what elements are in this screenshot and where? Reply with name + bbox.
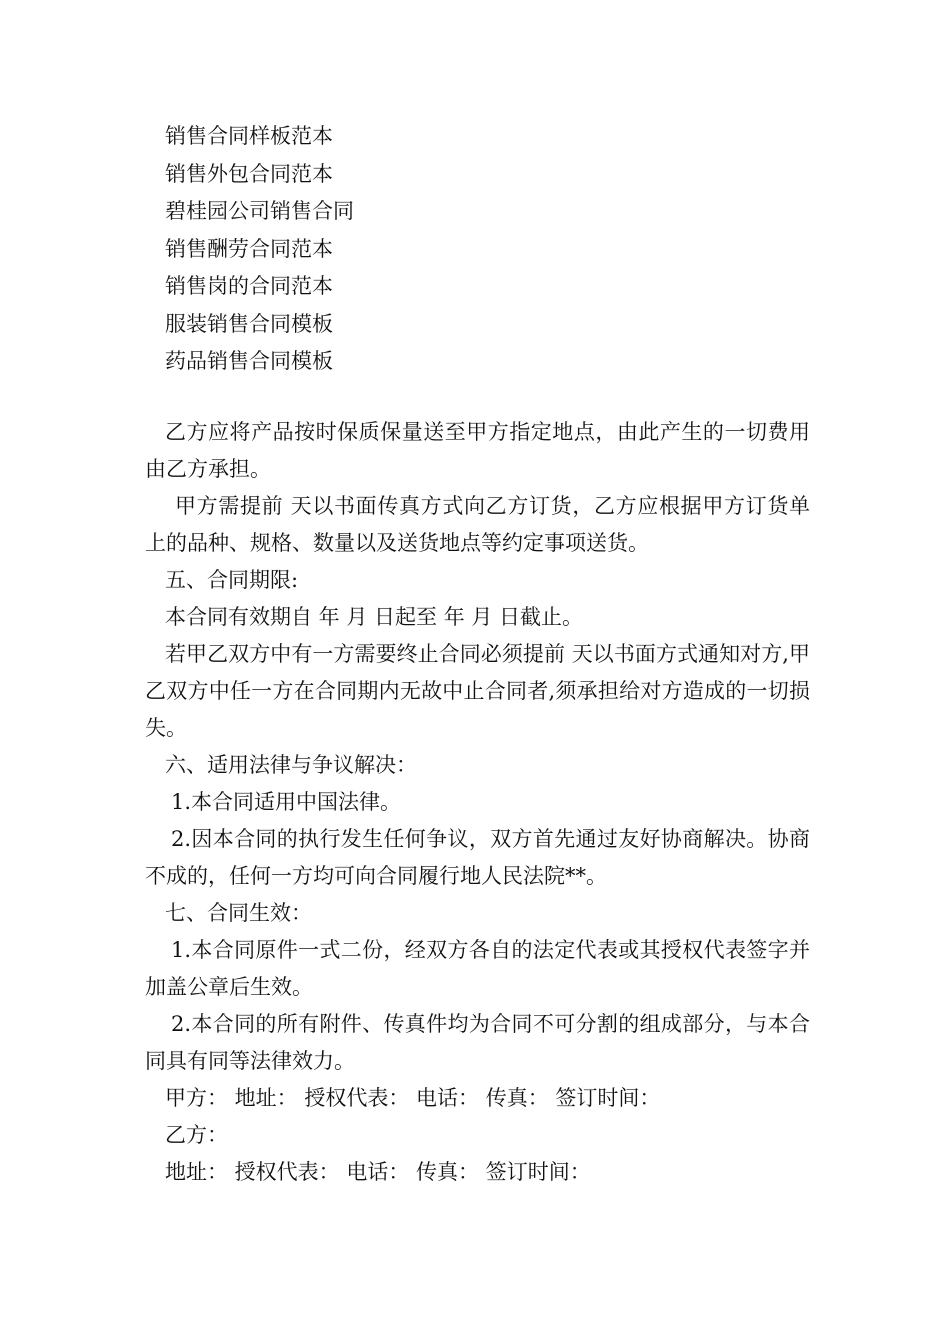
party-b-info-line: 地址： 授权代表： 电话： 传真： 签订时间： [165,1160,591,1184]
section-heading-term: 五、合同期限: [165,568,299,592]
paragraph-termination: 若甲乙双方中有一方需要终止合同必须提前 天以书面方式通知对方,甲乙双方中任一方在合同期内无故中止合同者,须承担给对方造成的一切损失。 [145,642,810,740]
paragraph-validity: 本合同有效期自 年 月 日起至 年 月 日截止。 [165,605,584,629]
related-link[interactable]: 销售酬劳合同范本 [165,236,333,261]
law-item-1: 1.本合同适用中国法律。 [171,790,402,814]
related-link[interactable]: 销售合同样板范本 [165,124,333,148]
paragraph-delivery: 乙方应将产品按时保质保量送至甲方指定地点，由此产生的一切费用由乙方承担。 [145,420,810,481]
related-link[interactable]: 药品销售合同模板 [165,349,333,373]
party-b-line: 乙方： [165,1123,228,1147]
effect-item-1: 1.本合同原件一式二份，经双方各自的法定代表或其授权代表签字并加盖公章后生效。 [145,938,810,999]
section-heading-law: 六、适用法律与争议解决： [165,753,417,777]
related-link[interactable]: 销售岗的合同范本 [165,274,333,298]
related-links-list [165,118,354,381]
related-link[interactable]: 销售外包合同范本 [165,161,333,186]
related-link[interactable]: 碧桂园公司销售合同 [165,199,354,223]
section-heading-effect: 七、合同生效： [165,901,312,925]
paragraph-ordering: 甲方需提前 天以书面传真方式向乙方订货，乙方应根据甲方订货单上的品种、规格、数量以及送货地点等约定事项送货。 [145,494,810,555]
law-item-2: 2.因本合同的执行发生任何争议，双方首先通过友好协商解决。协商不成的，任何一方均可向合同履行地人民法院**。 [145,827,810,888]
related-link[interactable]: 服装销售合同模板 [165,311,333,336]
contract-body [145,414,810,1191]
effect-item-2: 2.本合同的所有附件、传真件均为合同不可分割的组成部分，与本合同具有同等法律效力。 [145,1012,810,1073]
party-a-line: 甲方： 地址： 授权代表： 电话： 传真： 签订时间： [165,1086,661,1110]
